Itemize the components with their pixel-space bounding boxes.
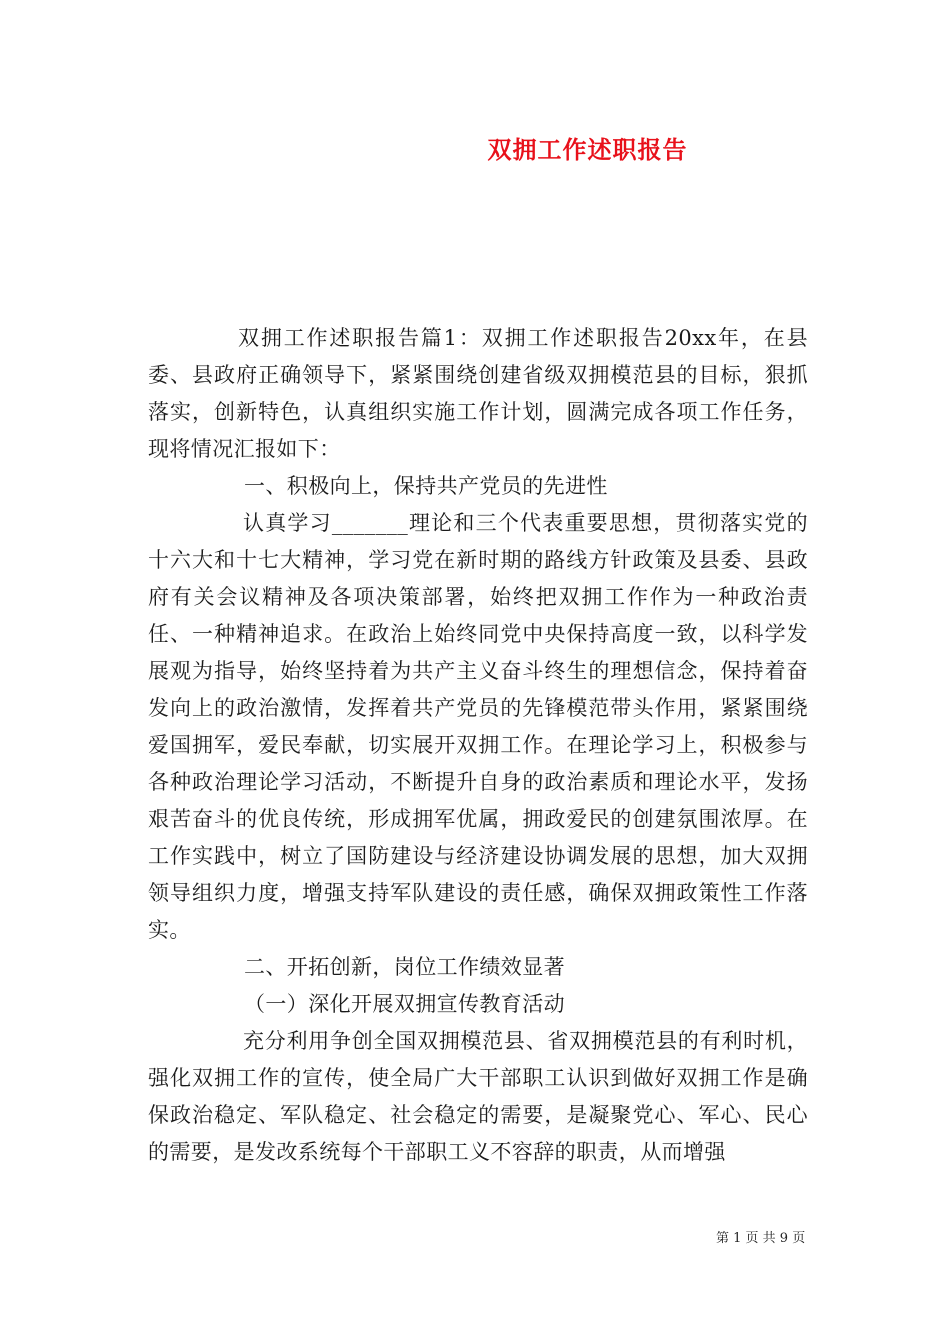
page-number: 第 1 页 共 9 页 [716, 1231, 806, 1246]
document-body [148, 320, 808, 1171]
section-heading-1: 一、积极向上，保持共产党员的先进性 [244, 474, 608, 498]
body-paragraph: 充分利用争创全国双拥模范县、省双拥模范县的有利时机，强化双拥工作的宣传，使全局广大干部职工认识到做好双拥工作是确保政治稳定、军队稳定、社会稳定的需要，是凝聚党心、军心、民心的需要，是发改系统每个干部职工义不容辞的职责，从而增强 [148, 1029, 808, 1164]
section-heading-2: 二、开拓创新，岗位工作绩效显著 [244, 955, 565, 979]
document-title: 双拥工作述职报告 [487, 135, 688, 164]
body-paragraph: 认真学习_______理论和三个代表重要思想，贯彻落实党的十六大和十七大精神，学习党在新时期的路线方针政策及县委、县政府有关会议精神及各项决策部署，始终把双拥工作作为一种政治责任、一种精神追求。在政治上始终同党中央保持高度一致，以科学发展观为指导，始终坚持着为共产主义奋斗终生的理想信念，保持着奋发向上的政治激情，发挥着共产党员的先锋模范带头作用，紧紧围绕爱国拥军，爱民奉献，切实展开双拥工作。在理论学习上，积极参与各种政治理论学习活动，不断提升自身的政治素质和理论水平，发扬艰苦奋斗的优良传统，形成拥军优属，拥政爱民的创建氛围浓厚。在工作实践中，树立了国防建设与经济建设协调发展的思想，加大双拥领导组织力度，增强支持军队建设的责任感，确保双拥政策性工作落实。 [148, 511, 808, 942]
subsection-heading: （一）深化开展双拥宣传教育活动 [244, 992, 565, 1016]
intro-paragraph: 双拥工作述职报告篇1：双拥工作述职报告20xx年，在县委、县政府正确领导下，紧紧围绕创建省级双拥模范县的目标，狠抓落实，创新特色，认真组织实施工作计划，圆满完成各项工作任务，现将情况汇报如下： [148, 326, 808, 461]
